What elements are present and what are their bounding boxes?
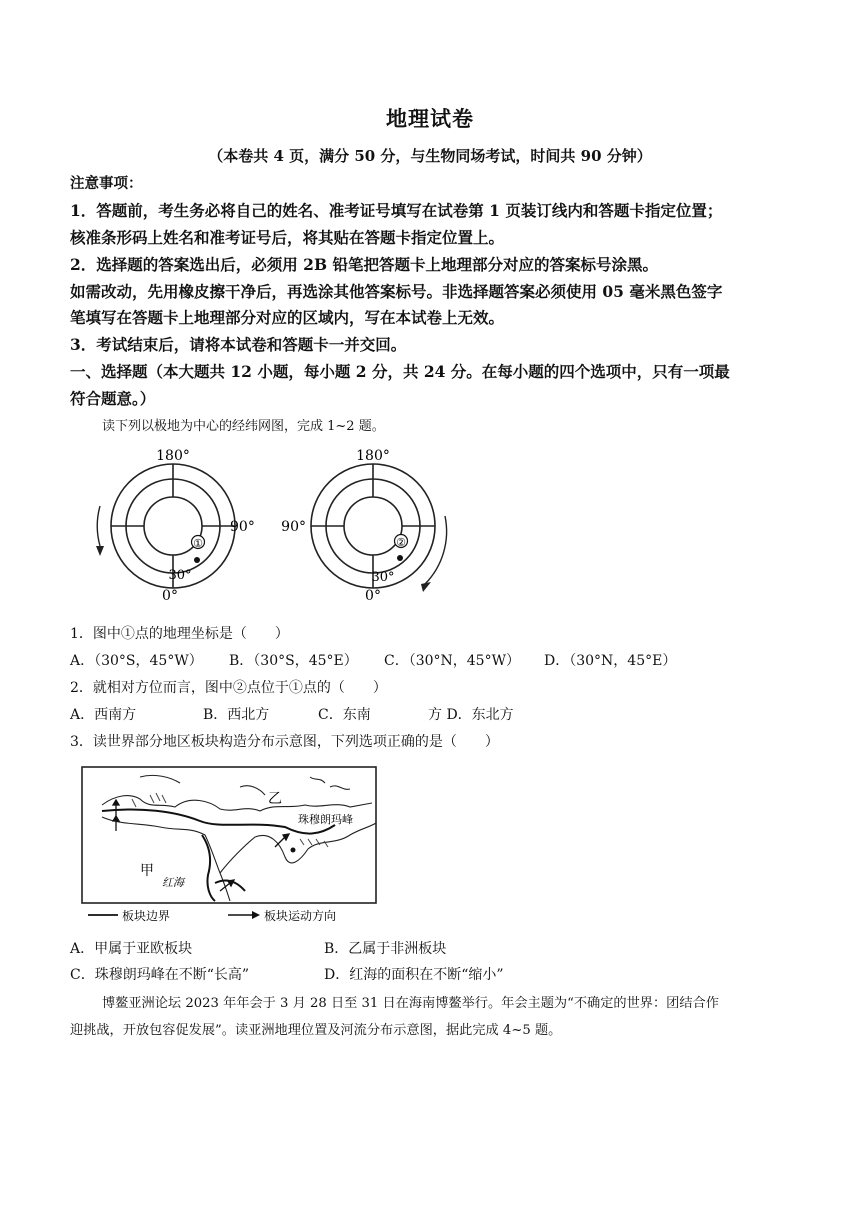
right-label-90: 90° <box>281 519 306 535</box>
map-label-jia: 甲 <box>140 863 154 879</box>
q3-option-d: D．红海的面积在不断“缩小” <box>324 967 504 983</box>
q2-option-b: B．西北方 <box>203 707 270 723</box>
right-label-180: 180° <box>356 448 390 464</box>
point-2-label: ② <box>396 536 406 549</box>
passage-line-1: 博鳌亚洲论坛 2023 年年会于 3 月 28 日至 31 日在海南博鳌举行。年会主题为“不确定的世界：团结合作 <box>102 996 719 1011</box>
notice-heading: 注意事项： <box>70 175 143 192</box>
legend-boundary-label: 板块边界 <box>122 909 171 923</box>
legend-arrow-head <box>252 911 260 919</box>
left-label-90: 90° <box>230 519 255 535</box>
q1-option-b: B．（30°S，45°E） <box>229 653 358 669</box>
q3-option-a: A．甲属于亚欧板块 <box>70 941 193 957</box>
section-heading-line-2: 符合题意。） <box>70 389 156 408</box>
q3-option-b: B．乙属于非洲板块 <box>324 941 447 957</box>
map-label-everest: 珠穆朗玛峰 <box>298 813 353 826</box>
point-2-marker <box>397 555 403 561</box>
notice-line-2: 核准条形码上姓名和准考证号后，将其贴在答题卡指定位置上。 <box>70 228 505 247</box>
right-label-30: 30° <box>371 570 395 585</box>
notice-line-5: 笔填写在答题卡上地理部分对应的区域内，写在本试卷上无效。 <box>70 308 505 327</box>
q2-option-c: C．东南 <box>318 707 371 723</box>
left-label-30: 30° <box>168 568 192 583</box>
page-title: 地理试卷 <box>386 106 474 131</box>
q2-option-d: 方 D．东北方 <box>428 707 514 723</box>
plate-tectonics-map <box>80 765 380 925</box>
point-1-marker <box>194 557 200 563</box>
q1-option-c: C．（30°N，45°W） <box>384 653 520 669</box>
map-label-yi: 乙 <box>268 791 282 807</box>
q2-option-a: A．西南方 <box>70 707 137 723</box>
page-subtitle: （本卷共 4 页，满分 50 分，与生物同场考试，时间共 90 分钟） <box>208 147 652 165</box>
q3-option-c: C．珠穆朗玛峰在不断“长高” <box>70 967 250 983</box>
figure-intro: 读下列以极地为中心的经纬网图，完成 1~2 题。 <box>102 419 385 434</box>
q2-stem: 2．就相对方位而言，图中②点位于①点的（ ） <box>70 680 387 696</box>
notice-line-3: 2．选择题的答案选出后，必须用 2B 铅笔把答题卡上地理部分对应的答案标号涂黑。 <box>70 255 658 274</box>
polar-grid-figure <box>80 446 460 610</box>
map-label-redsea: 红海 <box>162 876 184 889</box>
notice-line-4: 如需改动，先用橡皮擦干净后，再选涂其他答案标号。非选择题答案必须使用 05 毫米黑色签字 <box>70 282 723 301</box>
notice-line-1: 1．答题前，考生务必将自己的姓名、准考证号填写在试卷第 1 页装订线内和答题卡指定位置； <box>70 201 723 220</box>
polar-diagram-left <box>96 464 235 588</box>
point-1-label: ① <box>193 537 203 550</box>
section-heading-line-1: 一、选择题（本大题共 12 小题，每小题 2 分，共 24 分。在每小题的四个选项中，只有一项最 <box>70 362 730 381</box>
legend-motion-label: 板块运动方向 <box>264 909 337 923</box>
right-label-0: 0° <box>365 588 381 604</box>
notice-line-6: 3．考试结束后，请将本试卷和答题卡一并交回。 <box>70 335 407 354</box>
everest-dot <box>291 848 296 853</box>
q3-stem: 3．读世界部分地区板块构造分布示意图，下列选项正确的是（ ） <box>70 734 499 750</box>
q1-option-d: D．（30°N，45°E） <box>544 653 677 669</box>
q1-option-a: A．（30°S，45°W） <box>70 653 203 669</box>
q1-stem: 1．图中①点的地理坐标是（ ） <box>70 626 289 642</box>
left-label-0: 0° <box>162 588 178 604</box>
passage-line-2: 迎挑战，开放包容促发展”。读亚洲地理位置及河流分布示意图，据此完成 4~5 题。 <box>70 1023 562 1038</box>
left-label-180: 180° <box>156 448 190 464</box>
